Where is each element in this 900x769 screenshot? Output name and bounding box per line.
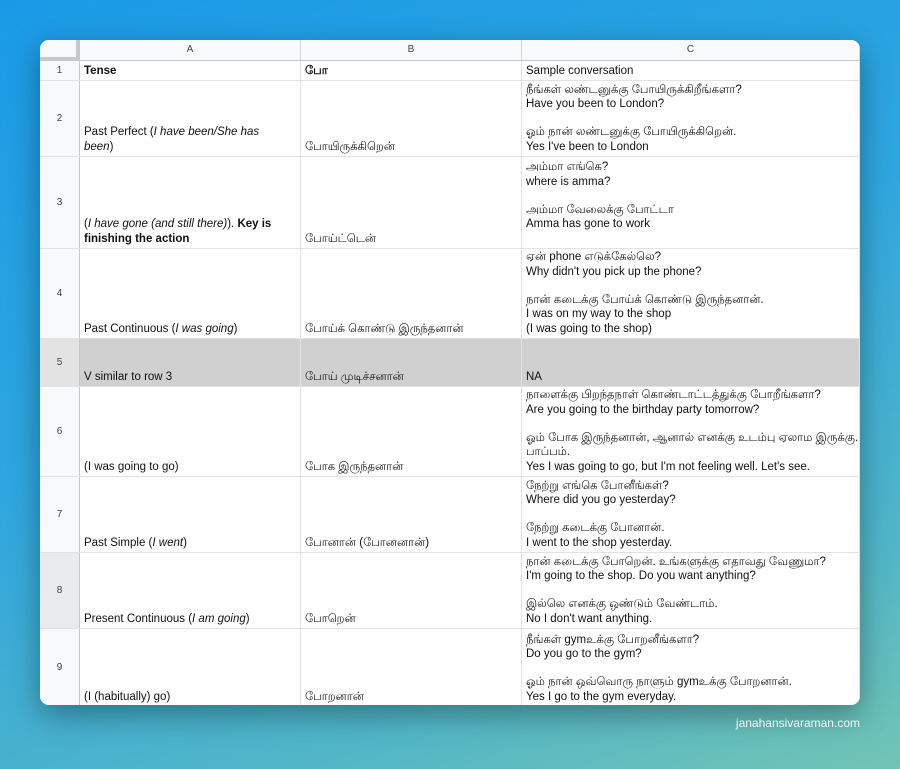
- cell-a1[interactable]: [80, 61, 301, 80]
- cell-c4[interactable]: [522, 249, 860, 338]
- reply-tamil: ஓம் நான் லண்டனுக்கு போயிருக்கிறென்.: [526, 126, 737, 139]
- question-english: I'm going to the shop. Do you want anything?: [526, 569, 756, 582]
- conversation-text: NA: [526, 370, 542, 383]
- reply-tamil: நான் கடைக்கு போய்க் கொண்டு இருந்தனான்.: [526, 294, 764, 307]
- tense-text: ): [245, 612, 250, 625]
- table-row: [40, 477, 860, 553]
- reply-english: Amma has gone to work: [526, 218, 651, 231]
- table-row: [40, 81, 860, 157]
- reply-tamil: இல்லெ எனக்கு ஒண்டும் வேண்டாம்.: [526, 598, 718, 611]
- question-english: Do you go to the gym?: [526, 647, 642, 660]
- cell-a6[interactable]: [80, 387, 301, 476]
- question-tamil: நீங்கள் லண்டனுக்கு போயிருக்கிறீங்களா?: [526, 83, 742, 96]
- cell-a3[interactable]: [80, 157, 301, 248]
- tense-text: ).: [227, 218, 238, 231]
- question-tamil: ஏன் phone எடுக்கேல்லெ?: [526, 251, 662, 264]
- cell-c5[interactable]: [522, 339, 860, 386]
- question-english: Have you been to London?: [526, 97, 665, 110]
- tamil-verb: போய்க் கொண்டு இருந்தனான்: [305, 322, 464, 335]
- cell-b4[interactable]: [301, 249, 522, 338]
- column-header-row: [40, 40, 860, 61]
- row-number[interactable]: 5: [40, 339, 80, 386]
- tamil-verb: போனான் (போனனான்): [305, 536, 430, 549]
- table-row: [40, 629, 860, 705]
- question-english: Are you going to the birthday party tomorrow?: [526, 403, 760, 416]
- tamil-verb: போயிருக்கிறென்: [305, 140, 395, 153]
- row-number[interactable]: 3: [40, 157, 80, 248]
- cell-b6[interactable]: [301, 387, 522, 476]
- reply-tamil: ஓம் நான் ஒவ்வொரு நாளும் gymஉக்கு போறனான்.: [526, 676, 792, 689]
- reply-english: I was on my way to the shop: [526, 308, 672, 321]
- cell-a7[interactable]: [80, 477, 301, 552]
- row-number[interactable]: 7: [40, 477, 80, 552]
- tense-text: Present Continuous (: [84, 612, 193, 625]
- tense-text: Past Continuous (: [84, 322, 176, 335]
- table-row: [40, 553, 860, 629]
- tense-italic: I have been/She has: [153, 126, 260, 139]
- reply-english: Yes I go to the gym everyday.: [526, 690, 677, 703]
- tense-bold: Key is: [237, 218, 272, 231]
- cell-b5[interactable]: [301, 339, 522, 386]
- reply-english: I went to the shop yesterday.: [526, 536, 673, 549]
- tense-italic: I am going: [192, 612, 246, 625]
- table-row: [40, 387, 860, 477]
- tense-text: (I (habitually) go): [84, 690, 171, 703]
- watermark: janahansivaraman.com: [735, 716, 860, 730]
- cell-b8[interactable]: [301, 553, 522, 628]
- cell-b1[interactable]: [301, 61, 522, 80]
- tense-text: V similar to row 3: [84, 370, 173, 383]
- question-english: Where did you go yesterday?: [526, 493, 676, 506]
- question-tamil: நான் கடைக்கு போறென். உங்களுக்கு எதாவது வேணுமா?: [526, 555, 826, 568]
- table-row: [40, 339, 860, 387]
- question-english: Why didn't you pick up the phone?: [526, 265, 702, 278]
- tense-italic: been: [84, 140, 110, 153]
- question-tamil: நேற்று எங்கெ போனீங்கள்?: [526, 479, 669, 492]
- cell-a4[interactable]: [80, 249, 301, 338]
- cell-b9[interactable]: [301, 629, 522, 705]
- tense-text: (: [84, 218, 88, 231]
- table-row: [40, 157, 860, 249]
- row-number[interactable]: 4: [40, 249, 80, 338]
- reply-english: Yes I've been to London: [526, 140, 649, 153]
- row-number[interactable]: 2: [40, 81, 80, 156]
- tense-text: (I was going to go): [84, 460, 179, 473]
- row-number[interactable]: 8: [40, 553, 80, 628]
- column-header-c[interactable]: C: [522, 40, 860, 60]
- cell-c3[interactable]: [522, 157, 860, 248]
- tense-text: ): [183, 536, 187, 549]
- cell-a5[interactable]: [80, 339, 301, 386]
- tamil-verb: போக இருந்தனான்: [305, 460, 404, 473]
- column-header-b[interactable]: B: [301, 40, 522, 60]
- cell-c7[interactable]: [522, 477, 860, 552]
- select-all-corner[interactable]: [40, 40, 80, 60]
- tense-italic: I went: [152, 536, 184, 549]
- table-row: [40, 61, 860, 81]
- row-number[interactable]: 1: [40, 61, 80, 80]
- tense-italic: I was going: [175, 322, 234, 335]
- tense-header: Tense: [84, 64, 117, 77]
- question-english: where is amma?: [526, 175, 611, 188]
- tamil-verb: போறென்: [305, 612, 356, 625]
- reply-english: Yes I was going to go, but I'm not feeling well. Let's see.: [526, 460, 810, 473]
- cell-b2[interactable]: [301, 81, 522, 156]
- cell-a8[interactable]: [80, 553, 301, 628]
- conversation-header: Sample conversation: [526, 64, 634, 77]
- tense-bold: finishing the action: [84, 232, 190, 245]
- reply-english: No I don't want anything.: [526, 612, 653, 625]
- question-tamil: நீங்கள் gymஉக்கு போறனீங்களா?: [526, 633, 700, 646]
- reply-tamil: நேற்று கடைக்கு போனான்.: [526, 522, 665, 535]
- question-tamil: நாளைக்கு பிறந்தநாள் கொண்டாட்டத்துக்கு போறீங்களா?: [526, 389, 821, 402]
- cell-b3[interactable]: [301, 157, 522, 248]
- reply-english: (I was going to the shop): [526, 322, 652, 335]
- cell-c6[interactable]: [522, 387, 860, 476]
- tense-text: Past Perfect (: [84, 126, 154, 139]
- reply-tamil: அம்மா வேலைக்கு போட்டா: [526, 204, 674, 217]
- tense-italic: I have gone (and still there): [87, 218, 228, 231]
- row-number[interactable]: 6: [40, 387, 80, 476]
- column-header-a[interactable]: A: [80, 40, 301, 60]
- tamil-verb: போறனான்: [305, 690, 364, 703]
- tense-text: ): [109, 140, 114, 153]
- question-tamil: அம்மா எங்கெ?: [526, 161, 609, 174]
- tense-text: ): [233, 322, 238, 335]
- cell-c2[interactable]: [522, 81, 860, 156]
- tamil-verb: போய்ட்டென்: [305, 232, 376, 245]
- reply-tamil: ஓம் போக இருந்தனான், ஆனால் எனக்கு உடம்பு ஏலாம இருக்கு.: [526, 432, 859, 445]
- table-row: [40, 249, 860, 339]
- cell-a2[interactable]: [80, 81, 301, 156]
- row-number[interactable]: 9: [40, 629, 80, 705]
- cell-b7[interactable]: [301, 477, 522, 552]
- cell-c1[interactable]: [522, 61, 860, 80]
- cell-c9[interactable]: [522, 629, 860, 705]
- verb-header: போ: [305, 64, 328, 77]
- tense-text: Past Simple (: [84, 536, 153, 549]
- cell-c8[interactable]: [522, 553, 860, 628]
- tamil-verb: போய் முடிச்சனான்: [305, 370, 404, 383]
- reply-tamil: பாப்பம்.: [526, 446, 571, 459]
- cell-a9[interactable]: [80, 629, 301, 705]
- spreadsheet: [40, 40, 860, 705]
